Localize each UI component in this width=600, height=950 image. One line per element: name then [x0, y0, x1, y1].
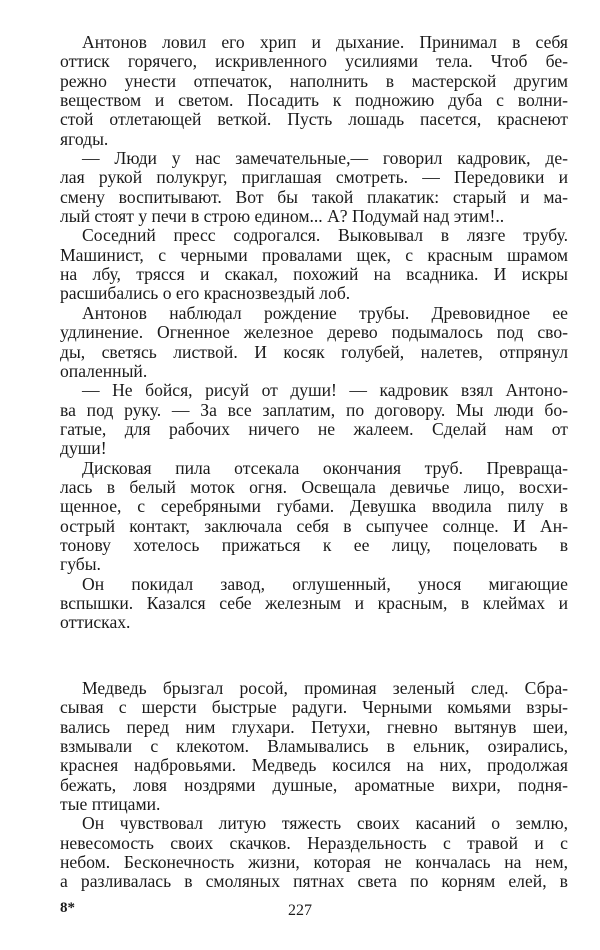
text-line: Антонов наблюдал рождение трубы. Древовидное ее: [82, 302, 568, 323]
paragraph: [60, 149, 568, 226]
text-line: щенное, с серебряными губами. Девушка вводила пилу в: [60, 496, 568, 517]
text-line: краснея надбровьями. Медведь косился на них, продолжая: [60, 755, 568, 776]
paragraph: [60, 226, 568, 303]
paragraph: [60, 575, 568, 633]
text-line: — Не бойся, рисуй от души! — кадровик взял Антоно-: [82, 380, 568, 401]
text-line: души!: [60, 438, 107, 459]
paragraph: [60, 679, 568, 814]
text-line: Дисковая пила отсекала окончания труб. Превраща-: [82, 457, 568, 478]
text-section-2: [60, 679, 568, 892]
text-line: ды, светясь листвой. И косяк голубей, налетев, отпрянул: [60, 341, 568, 362]
text-line: режно унести отпечаток, наполнить в мастерской другим: [60, 70, 568, 91]
text-line: бежать, ловя ноздрями душные, ароматные вихри, подня-: [60, 774, 568, 795]
text-line: гатые, для рабочих ничего не жалеем. Сделай нам от: [60, 418, 568, 439]
text-line: Машинист, с черными провалами щек, с красным шрамом: [60, 244, 568, 265]
text-line: расшибались о его краснозвездый лоб.: [60, 283, 351, 304]
text-line: тые птицами.: [60, 794, 161, 815]
text-line: опаленный.: [60, 360, 148, 381]
paragraph: [60, 304, 568, 381]
paragraph: [60, 381, 568, 458]
paragraph: [60, 33, 568, 149]
text-line: вспышки. Казался себе железным и красным, в клеймах и: [60, 592, 568, 613]
text-line: Медведь брызгал росой, проминая зеленый след. Сбра-: [82, 678, 568, 698]
text-line: небом. Бесконечность жизни, которая не кончалась на нем,: [60, 852, 568, 873]
text-line: Он чувствовал литую тяжесть своих касаний о землю,: [82, 813, 568, 834]
text-line: веществом и светом. Посадить к подножию дуба с волни-: [60, 90, 568, 111]
text-line: сывая с шерсти быстрые радуги. Черными комьями взры-: [60, 697, 568, 718]
text-line: — Люди у нас замечательные,— говорил кадровик, де-: [82, 148, 568, 169]
text-line: лась в белый моток огня. Освещала девичье лицо, восхи-: [60, 476, 568, 497]
text-line: невесомость своих скачков. Нераздельность с травой и с: [60, 832, 568, 853]
text-line: на лбу, трясся и скакал, похожий на всадника. И искры: [60, 264, 568, 285]
text-line: оттисках.: [60, 612, 131, 633]
signature-mark: 8*: [60, 900, 75, 916]
text-line: а разливалась в смоляных пятнах света по корням елей, в: [60, 871, 568, 892]
text-line: оттиск горячего, искривленного усилиями тела. Чтоб бе-: [60, 51, 568, 72]
text-line: взмывали с клекотом. Вламывались в ельник, озирались,: [60, 736, 568, 757]
text-section-1: [60, 33, 568, 633]
text-line: лая рукой полукруг, приглашая смотреть. — Передовики и: [60, 167, 568, 188]
text-line: ягоды.: [60, 128, 109, 149]
text-line: Соседний пресс содрогался. Выковывал в лязге трубу.: [82, 225, 568, 246]
text-line: тонову хотелось прижаться к ее лицу, поцеловать в: [60, 534, 568, 555]
page-number: 227: [288, 902, 312, 919]
text-line: смену воспитывают. Вот бы такой плакатик: старый и ма-: [60, 186, 568, 207]
text-line: удлинение. Огненное железное дерево подымалось под сво-: [60, 322, 568, 343]
paragraph: [60, 459, 568, 575]
text-line: губы.: [60, 554, 101, 575]
text-line: вались перед ним глухари. Петухи, гневно вытянув шеи,: [60, 716, 568, 737]
text-line: ва под руку. — За все заплатим, по договору. Мы люди бо-: [60, 399, 568, 420]
text-line: острый контакт, заключала себя в сыпучее солнце. И Ан-: [60, 515, 568, 536]
text-line: Антонов ловил его хрип и дыхание. Принимал в себя: [82, 32, 568, 52]
paragraph: [60, 814, 568, 891]
text-line: лый стоят у печи в строю едином... А? Подумай над этим!..: [60, 206, 505, 227]
text-line: Он покидал завод, оглушенный, унося мигающие: [82, 573, 568, 594]
text-line: стой отлетающей веткой. Пусть лошадь пасется, краснеют: [60, 109, 568, 130]
